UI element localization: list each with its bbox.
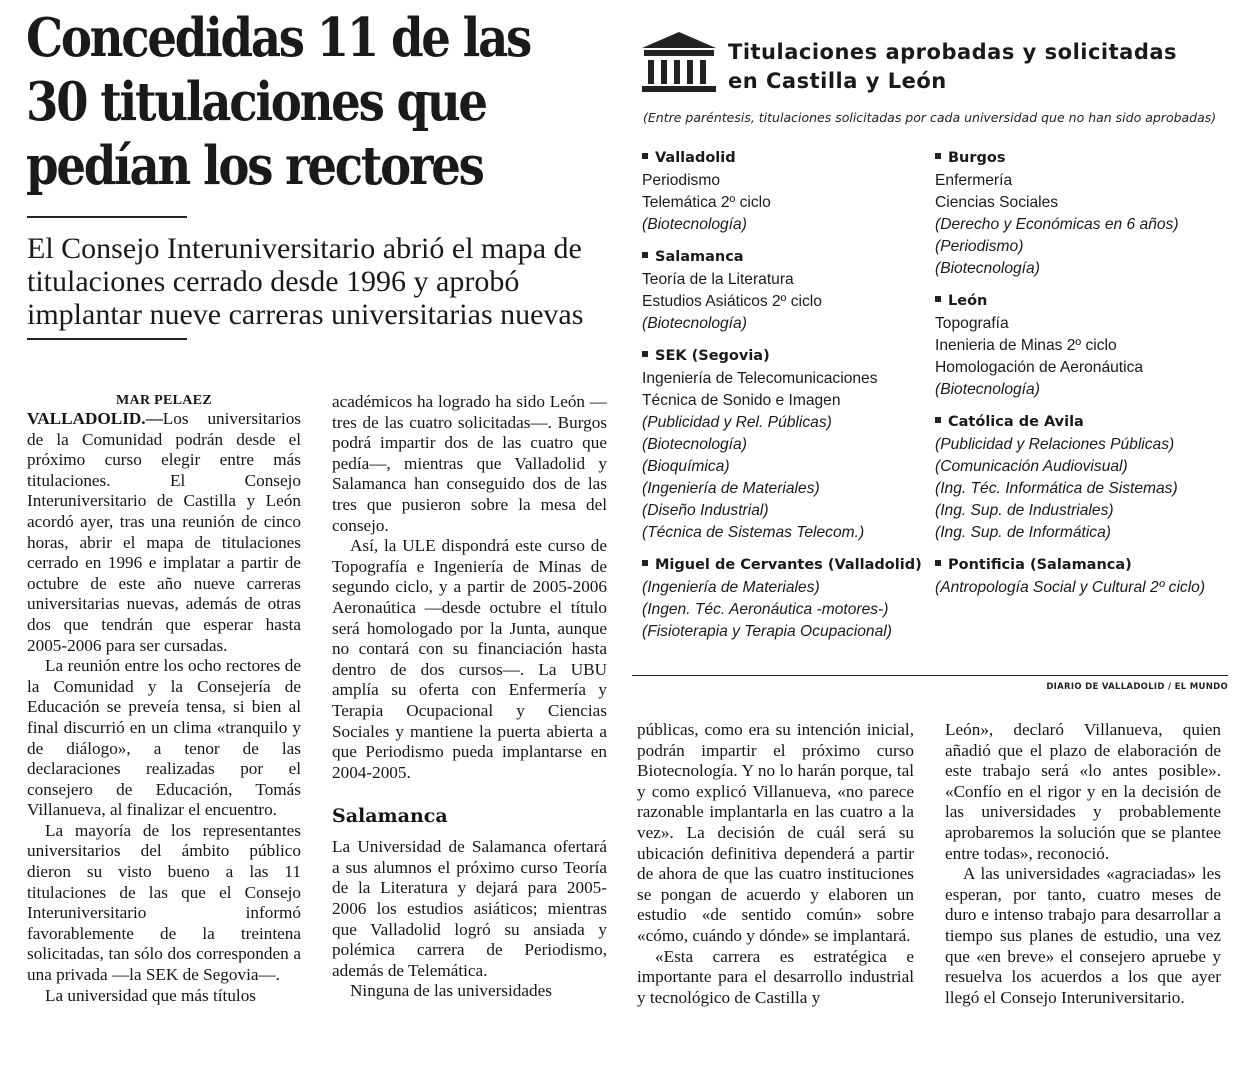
requested-degree: (Biotecnología)	[935, 381, 1040, 398]
requested-degree: (Diseño Industrial)	[642, 502, 769, 519]
approved-degree: Ciencias Sociales	[935, 194, 1059, 211]
section-heading: Salamanca	[332, 805, 448, 828]
infobox-title	[728, 38, 1228, 96]
university-name	[642, 245, 922, 269]
university-block	[935, 553, 1235, 599]
paragraph: «Esta carrera es estratégica e importante para el desarrollo industrial y tecnológico de Castilla y	[637, 946, 914, 1007]
requested-degree: (Ing. Sup. de Informática)	[935, 524, 1111, 541]
paragraph: León», declaró Villanueva, quien añadió que el plazo de elaboración de este trabajo será «lo antes posible». «Confío en el rigor y en la decisión de las universidades y probablemente aprobaremos la solución que se plantee entre todas», reconoció.	[945, 720, 1221, 863]
bullet-square-icon	[642, 351, 648, 357]
university-building-icon	[640, 30, 718, 94]
requested-degree: (Publicidad y Rel. Públicas)	[642, 414, 832, 431]
university-name-text: León	[948, 293, 988, 309]
requested-degree: (Ingen. Téc. Aeronáutica -motores-)	[642, 601, 889, 618]
approved-degree: Inenieria de Minas 2º ciclo	[935, 337, 1117, 354]
paragraph: La universidad que más títulos	[45, 985, 256, 1005]
requested-degree: (Comunicación Audiovisual)	[935, 458, 1128, 475]
university-name-text: Salamanca	[655, 249, 744, 265]
paragraph: públicas, como era su intención inicial, podrán impartir el próximo curso Biotecnología. Y no lo harán porque, tal y como explicó Villanueva, «no parece razonable implantarla en las cuatro a la vez». La decisión de cuál será su ubicación definitiva dependerá a partir de ahora de que las cuatro instituciones se pongan de acuerdo y elaboren un estudio «de sentido común» sobre «cómo, cuándo y dónde» se implantará.	[637, 720, 914, 945]
bullet-square-icon	[642, 252, 648, 258]
requested-degree: (Ingeniería de Materiales)	[642, 480, 820, 497]
university-name	[935, 553, 1235, 577]
university-block	[642, 553, 922, 643]
approved-degree: Técnica de Sonido e Imagen	[642, 392, 841, 409]
bullet-square-icon	[935, 296, 941, 302]
university-block	[935, 289, 1235, 401]
approved-degree: Homologación de Aeronáutica	[935, 359, 1144, 376]
infobox-title-line: en Castilla y León	[728, 69, 947, 93]
university-block	[642, 344, 922, 544]
paragraph: Así, la ULE dispondrá este curso de Topografía e Ingeniería de Minas de segundo ciclo, y a partir de 2005-2006 Aeronaútica —desde octubre el título será homologado por la Junta, aunque no contará con su financiación hasta dentro de dos cursos—. La UBU amplía su oferta con Enfermería y Terapia Ocupacional y Ciencias Sociales y mantiene la puerta abierta a que Periodismo pueda implantarse en 2004-2005.	[332, 536, 607, 782]
article-column-3	[637, 720, 914, 1008]
subheadline	[27, 232, 627, 331]
infobox-bottom-rule	[632, 675, 1228, 676]
headline-rule	[27, 216, 187, 218]
approved-degree: Enfermería	[935, 172, 1013, 189]
dateline: VALLADOLID.—	[27, 409, 163, 428]
university-name-text: Católica de Avila	[948, 414, 1084, 430]
university-name	[642, 146, 922, 170]
university-name	[935, 410, 1235, 434]
byline: MAR PELAEZ	[116, 393, 212, 408]
requested-degree: (Biotecnología)	[642, 436, 747, 453]
approved-degree: Estudios Asiáticos 2º ciclo	[642, 293, 822, 310]
requested-degree: (Publicidad y Relaciones Públicas)	[935, 436, 1175, 453]
university-name	[935, 146, 1235, 170]
article-column-4	[945, 720, 1221, 1008]
paragraph: Ninguna de las universidades	[350, 981, 552, 1001]
article-column-2	[332, 392, 607, 1002]
requested-degree: (Ing. Sup. de Industriales)	[935, 502, 1114, 519]
infobox-left-column	[642, 146, 922, 652]
bullet-square-icon	[642, 153, 648, 159]
university-block	[642, 245, 922, 335]
university-block	[642, 146, 922, 236]
university-name	[642, 344, 922, 368]
requested-degree: (Biotecnología)	[642, 315, 747, 332]
university-name-text: Burgos	[948, 150, 1006, 166]
university-name-text: Miguel de Cervantes (Valladolid)	[655, 557, 922, 573]
bullet-square-icon	[935, 153, 941, 159]
requested-degree: (Ingeniería de Materiales)	[642, 579, 820, 596]
infobox-right-column	[935, 146, 1235, 608]
requested-degree: (Derecho y Económicas en 6 años)	[935, 216, 1179, 233]
requested-degree: (Técnica de Sistemas Telecom.)	[642, 524, 865, 541]
subhead-line: El Consejo Interuniversitario abrió el mapa de	[27, 232, 582, 265]
headline-line: Concedidas 11 de las	[26, 7, 530, 69]
paragraph: académicos ha logrado ha sido León —tres de las cuatro solicitadas—. Burgos podrá impartir dos de las cuatro que pedía—, mientras que Valladolid y Salamanca han conseguido dos de las tres que pusieron sobre la mesa del consejo.	[332, 392, 607, 535]
subhead-rule	[27, 338, 187, 340]
approved-degree: Periodismo	[642, 172, 720, 189]
article-column-1	[27, 392, 301, 1006]
paragraph: La mayoría de los representantes universitarios del ámbito público dieron su visto bueno a las 11 titulaciones de las que el Consejo Interuniversitario informó favorablemente de la treintena solicitadas, tan sólo dos corresponden a una privada —la SEK de Segovia—.	[27, 820, 301, 985]
headline-line: 30 titulaciones que	[26, 71, 486, 133]
requested-degree: (Biotecnología)	[642, 216, 747, 233]
graphic-credit: DIARIO DE VALLADOLID / EL MUNDO	[1046, 682, 1228, 692]
requested-degree: (Ing. Téc. Informática de Sistemas)	[935, 480, 1178, 497]
subhead-line: implantar nueve carreras universitarias nuevas	[27, 298, 584, 331]
approved-degree: Teoría de la Literatura	[642, 271, 794, 288]
university-block	[935, 410, 1235, 544]
university-name-text: Pontificia (Salamanca)	[948, 557, 1132, 573]
paragraph-text: Los universitarios de la Comunidad podrán desde el próximo curso elegir entre más titulaciones. El Consejo Interuniversitario de Castilla y León acordó ayer, tras una reunión de cinco horas, abrir el mapa de titulaciones cerrado en 1996 e implatar a partir de octubre de este año nueve carreras universitarias nuevas, además de otras dos que tendrán que esperar hasta 2005-2006 para ser cursadas.	[27, 409, 301, 655]
requested-degree: (Fisioterapia y Terapia Ocupacional)	[642, 623, 892, 640]
infobox-note: (Entre paréntesis, titulaciones solicitadas por cada universidad que no han sido aprobadas)	[643, 110, 1217, 125]
paragraph: La Universidad de Salamanca ofertará a sus alumnos el próximo curso Teoría de la Literatura y dejará para 2005-2006 los estudios asiáticos; mientras que Valladolid logró su ansiada y polémica carrera de Periodismo, además de Telemática.	[332, 837, 607, 980]
requested-degree: (Biotecnología)	[935, 260, 1040, 277]
requested-degree: (Periodismo)	[935, 238, 1024, 255]
university-name	[935, 289, 1235, 313]
approved-degree: Telemática 2º ciclo	[642, 194, 771, 211]
paragraph: A las universidades «agraciadas» les esperan, por tanto, cuatro meses de duro e intenso trabajo para desarrollar a tiempo sus planes de estudio, una vez que «en breve» el consejero apruebe y resuelva los acuerdos a los que ayer llegó el Consejo Interuniversitario.	[945, 864, 1221, 1007]
approved-degree: Topografía	[935, 315, 1009, 332]
bullet-square-icon	[935, 560, 941, 566]
university-name	[642, 553, 922, 577]
university-block	[935, 146, 1235, 280]
bullet-square-icon	[642, 560, 648, 566]
university-name-text: Valladolid	[655, 150, 736, 166]
paragraph	[27, 409, 301, 656]
subhead-line: titulaciones cerrado desde 1996 y aprobó	[27, 265, 520, 298]
paragraph: La reunión entre los ocho rectores de la Comunidad y la Consejería de Educación se preveía tensa, si bien al final discurrió en un clima «tranquilo y de diálogo», a tenor de las declaraciones realizadas por el consejero de Educación, Tomás Villanueva, al finalizar el encuentro.	[27, 656, 301, 820]
university-name-text: SEK (Segovia)	[655, 348, 770, 364]
headline-line: pedían los rectores	[26, 135, 483, 197]
requested-degree: (Bioquímica)	[642, 458, 730, 475]
infobox-title-line: Titulaciones aprobadas y solicitadas	[728, 40, 1178, 64]
headline	[26, 6, 536, 198]
requested-degree: (Antropología Social y Cultural 2º ciclo)	[935, 579, 1206, 596]
bullet-square-icon	[935, 417, 941, 423]
approved-degree: Ingeniería de Telecomunicaciones	[642, 370, 878, 387]
